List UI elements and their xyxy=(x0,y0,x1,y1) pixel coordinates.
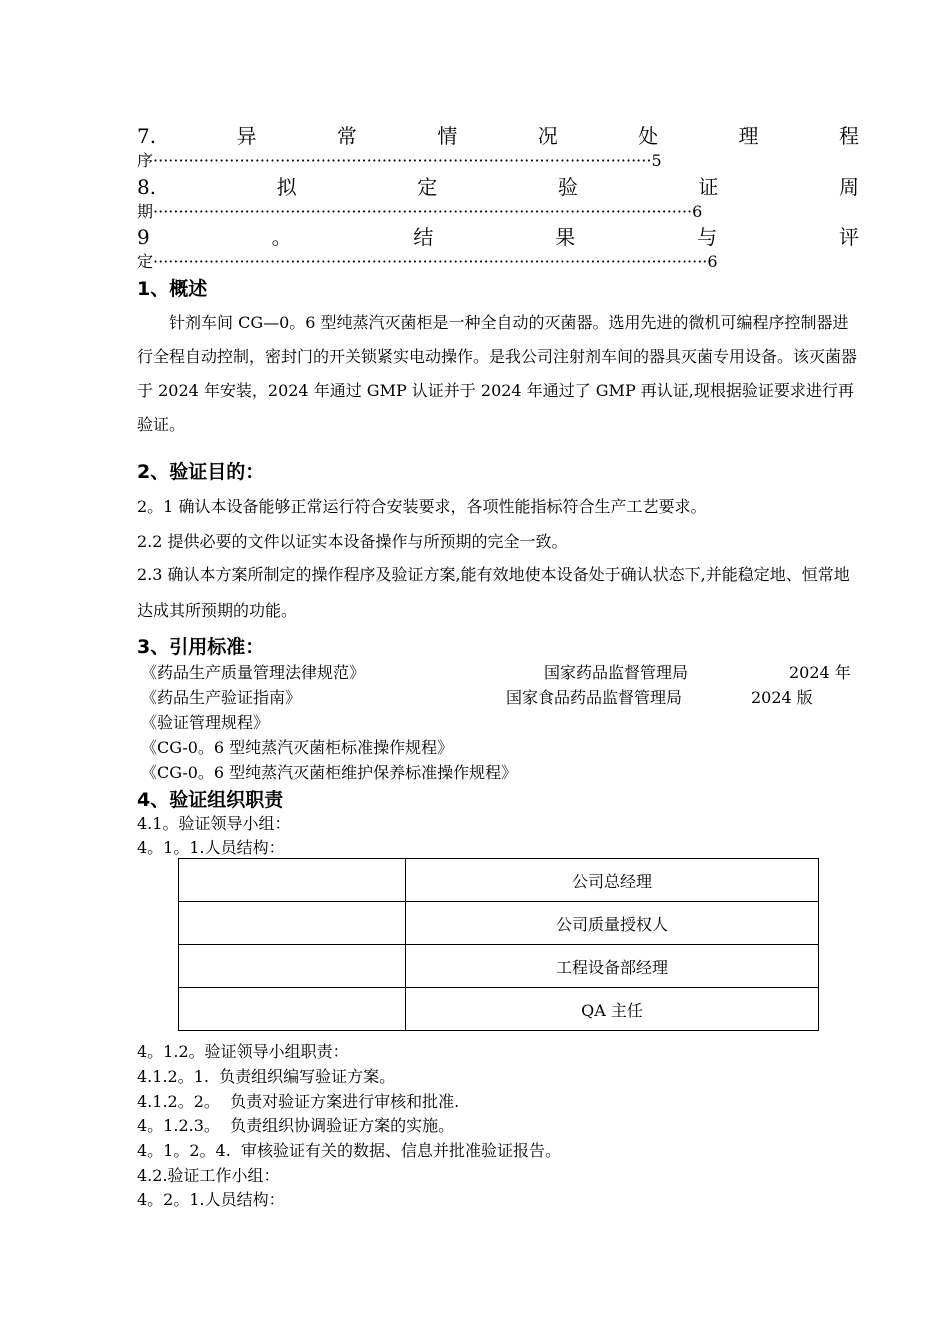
table-cell-name xyxy=(179,902,406,945)
table-row xyxy=(179,945,819,988)
table-row xyxy=(179,902,819,945)
leader-dots: ············································································································· xyxy=(153,252,708,271)
subsection-4-2: 4.2.验证工作小组： xyxy=(137,1166,280,1185)
toc-char: 。 xyxy=(271,225,292,249)
toc-char: 验 xyxy=(557,175,578,199)
subsection-4-1: 4.1。验证领导小组： xyxy=(137,814,291,833)
toc-char: 评 xyxy=(838,225,859,249)
reference-title: 《药品生产验证指南》 xyxy=(141,688,302,707)
toc-char: 处 xyxy=(638,124,659,148)
toc-leader-8 xyxy=(137,202,702,222)
toc-page-number: 6 xyxy=(692,202,703,221)
section-2-heading: 2、验证目的： xyxy=(137,461,265,483)
table-row xyxy=(179,859,819,902)
duty-item: 4。1.2.3。 负责组织协调验证方案的实施。 xyxy=(137,1116,455,1135)
reference-title: 《CG-0。6 型纯蒸汽灭菌柜维护保养标准操作规程》 xyxy=(141,763,518,782)
toc-char: 拟 xyxy=(276,175,297,199)
toc-tail: 序 xyxy=(137,151,154,170)
reference-title: 《验证管理规程》 xyxy=(141,713,270,732)
section-3-heading: 3、引用标准： xyxy=(137,636,265,658)
section-1-heading: 1、概述 xyxy=(137,278,208,300)
personnel-table xyxy=(178,858,819,1031)
toc-char: 定 xyxy=(417,175,438,199)
reference-title: 《药品生产质量管理法律规范》 xyxy=(141,663,366,682)
toc-tail: 定 xyxy=(137,252,154,271)
table-cell-name xyxy=(179,988,406,1031)
toc-char: 果 xyxy=(555,225,576,249)
toc-page-number: 5 xyxy=(651,151,662,170)
toc-char: 与 xyxy=(697,225,718,249)
section-2-item-3: 2.3 确认本方案所制定的操作程序及验证方案,能有效地使本设备处于确认状态下,并能稳定地、恒常地达成其所预期的功能。 xyxy=(137,565,850,620)
reference-year: 2024 版 xyxy=(751,688,813,707)
toc-char: 异 xyxy=(236,124,257,148)
toc-entry-9 xyxy=(137,224,859,250)
toc-char: 情 xyxy=(437,124,458,148)
subsection-4-2-1: 4。2。1.人员结构： xyxy=(137,1190,285,1209)
toc-char: 7. xyxy=(137,124,157,148)
toc-char: 证 xyxy=(698,175,719,199)
toc-char: 况 xyxy=(537,124,558,148)
section-2-item-1: 2。1 确认本设备能够正常运行符合安装要求，各项性能指标符合生产工艺要求。 xyxy=(137,497,707,516)
duty-item: 4。1。2。4. 审核验证有关的数据、信息并批准验证报告。 xyxy=(137,1141,561,1160)
toc-char: 结 xyxy=(413,225,434,249)
reference-title: 《CG-0。6 型纯蒸汽灭菌柜标准操作规程》 xyxy=(141,738,454,757)
table-cell-name xyxy=(179,859,406,902)
section-4-heading: 4、验证组织职责 xyxy=(137,789,284,811)
subsection-4-1-1: 4。1。1.人员结构： xyxy=(137,838,285,857)
toc-page-number: 6 xyxy=(707,252,718,271)
toc-char: 周 xyxy=(838,175,859,199)
toc-char: 常 xyxy=(336,124,357,148)
table-cell-role: QA 主任 xyxy=(406,988,819,1031)
toc-tail: 期 xyxy=(137,202,154,221)
leader-dots: ·········································································································· xyxy=(153,202,693,221)
table-cell-role: 工程设备部经理 xyxy=(406,945,819,988)
reference-org: 国家药品监督管理局 xyxy=(544,663,689,682)
section-1-paragraph: 针剂车间 CG—0。6 型纯蒸汽灭菌柜是一种全自动的灭菌器。选用先进的微机可编程序控制器进行全程自动控制，密封门的开关锁紧实电动操作。是我公司注射剂车间的器具灭菌专用设备。该灭菌器于 2024 年安装，2024 年通过 GMP 认证并于 2024 年通过了 GMP 再认证,现根据验证要求进行再验证。 xyxy=(137,313,858,434)
table-cell-role: 公司总经理 xyxy=(406,859,819,902)
reference-org: 国家食品药品监督管理局 xyxy=(506,688,683,707)
toc-char: 程 xyxy=(838,124,859,148)
table-cell-name xyxy=(179,945,406,988)
table-row xyxy=(179,988,819,1031)
toc-entry-7 xyxy=(137,123,859,149)
reference-year: 2024 年 xyxy=(789,663,851,682)
toc-entry-8 xyxy=(137,174,859,200)
duty-item: 4.1.2。2。 负责对验证方案进行审核和批准. xyxy=(137,1092,460,1111)
toc-char: 8. xyxy=(137,175,157,199)
section-2-item-2: 2.2 提供必要的文件以证实本设备操作与所预期的完全一致。 xyxy=(137,532,568,551)
table-cell-role: 公司质量授权人 xyxy=(406,902,819,945)
toc-char: 理 xyxy=(738,124,759,148)
toc-leader-9 xyxy=(137,252,718,272)
duty-item: 4.1.2。1. 负责组织编写验证方案。 xyxy=(137,1067,396,1086)
toc-char: 9 xyxy=(137,225,150,249)
toc-leader-7 xyxy=(137,151,662,171)
leader-dots: ·································································································· xyxy=(153,151,652,170)
subsection-4-1-2: 4。1.2。验证领导小组职责： xyxy=(137,1042,349,1061)
